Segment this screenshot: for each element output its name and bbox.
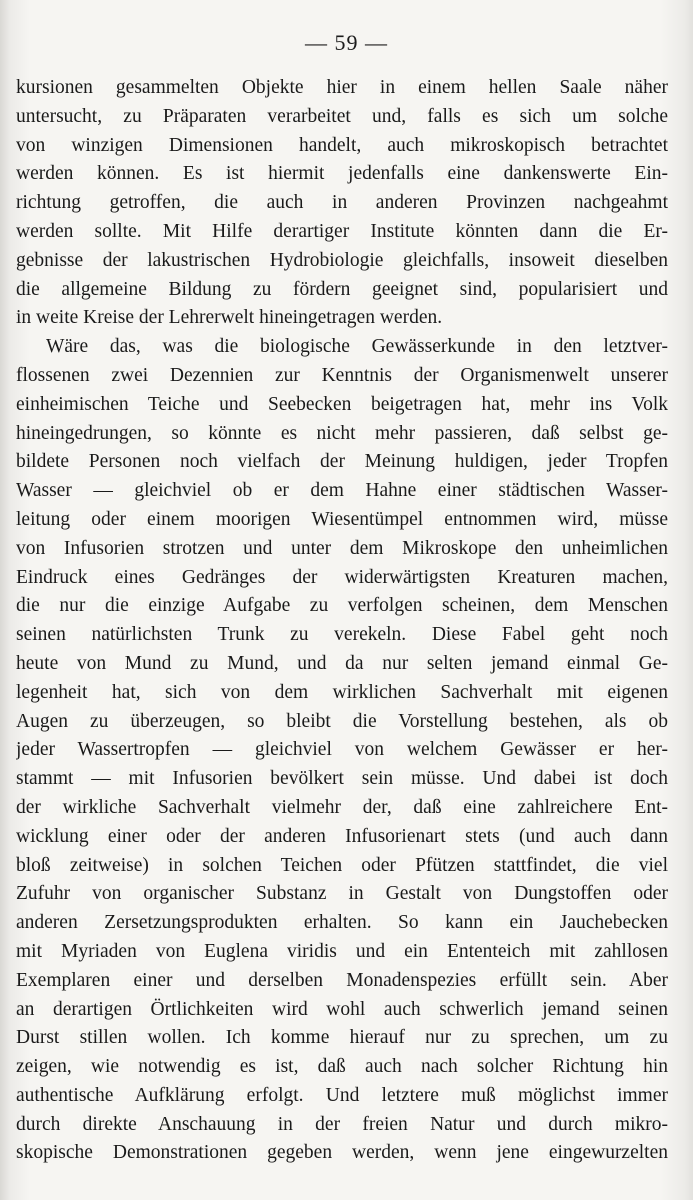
text-line: werden können. Es ist hiermit jedenfalls eine dankenswerte Ein-: [16, 163, 668, 185]
text-line: die nur die einzige Aufgabe zu verfolgen scheinen, dem Menschen: [16, 595, 668, 617]
text-line: von winzigen Dimensionen handelt, auch mikroskopisch betrachtet: [16, 134, 668, 156]
text-line: richtung getroffen, die auch in anderen Provinzen nachgeahmt: [16, 192, 668, 214]
text-line: skopische Demonstrationen gegeben werden, wenn jene eingewurzelten: [16, 1142, 668, 1164]
text-line: in weite Kreise der Lehrerwelt hineingetragen werden.: [16, 307, 443, 329]
text-line: jeder Wassertropfen — gleichviel von welchem Gewässer er her-: [16, 739, 668, 761]
text-line: an derartigen Örtlichkeiten wird wohl auch schwerlich jemand seinen: [16, 998, 668, 1020]
text-line: heute von Mund zu Mund, und da nur selten jemand einmal Ge-: [16, 652, 668, 674]
text-line: untersucht, zu Präparaten verarbeitet und, falls es sich um solche: [16, 105, 668, 127]
text-line: Zufuhr von organischer Substanz in Gestalt von Dungstoffen oder: [16, 883, 668, 905]
page-number: — 59 —: [305, 30, 388, 55]
text-line: legenheit hat, sich von dem wirklichen Sachverhalt mit eigenen: [16, 681, 668, 703]
text-line: die allgemeine Bildung zu fördern geeignet sind, popularisiert und: [16, 278, 668, 300]
paragraph: [16, 74, 668, 333]
text-line: mit Myriaden von Euglena viridis und ein Ententeich mit zahllosen: [16, 940, 668, 962]
text-line: einheimischen Teiche und Seebecken beigetragen hat, mehr ins Volk: [16, 393, 668, 415]
text-line: Durst stillen wollen. Ich komme hierauf nur zu sprechen, um zu: [16, 1027, 668, 1049]
text-line: Wäre das, was die biologische Gewässerkunde in den letztver-: [46, 336, 668, 358]
text-line: leitung oder einem moorigen Wiesentümpel entnommen wird, müsse: [16, 508, 668, 530]
text-line: seinen natürlichsten Trunk zu verekeln. Diese Fabel geht noch: [16, 624, 668, 646]
text-line: flossenen zwei Dezennien zur Kenntnis der Organismenwelt unserer: [16, 364, 668, 386]
text-line: gebnisse der lakustrischen Hydrobiologie gleichfalls, insoweit dieselben: [16, 249, 668, 271]
text-line: wicklung einer oder der anderen Infusorienart stets (und auch dann: [16, 825, 668, 847]
text-line: bildete Personen noch vielfach der Meinung huldigen, jeder Tropfen: [16, 451, 668, 473]
text-line: Exemplaren einer und derselben Monadenspezies erfüllt sein. Aber: [16, 969, 668, 991]
paragraph: [16, 333, 668, 1168]
text-line: von Infusorien strotzen und unter dem Mikroskope den unheimlichen: [16, 537, 668, 559]
text-line: bloß zeitweise) in solchen Teichen oder Pfützen stattfindet, die viel: [16, 854, 668, 876]
text-line: stammt — mit Infusorien bevölkert sein müsse. Und dabei ist doch: [16, 768, 668, 790]
text-line: Augen zu überzeugen, so bleibt die Vorstellung bestehen, als ob: [16, 710, 668, 732]
text-line: Wasser — gleichviel ob er dem Hahne einer städtischen Wasser-: [16, 480, 668, 502]
text-line: kursionen gesammelten Objekte hier in einem hellen Saale näher: [16, 77, 668, 98]
text-line: werden sollte. Mit Hilfe derartiger Institute könnten dann die Er-: [16, 220, 668, 242]
text-line: Eindruck eines Gedränges der widerwärtigsten Kreaturen machen,: [16, 566, 668, 588]
body-text: [16, 74, 668, 1168]
text-line: der wirkliche Sachverhalt vielmehr der, daß eine zahlreichere Ent-: [16, 796, 668, 818]
text-line: hineingedrungen, so könnte es nicht mehr passieren, daß selbst ge-: [16, 422, 668, 444]
text-line: authentische Aufklärung erfolgt. Und letztere muß möglichst immer: [16, 1084, 668, 1106]
text-line: zeigen, wie notwendig es ist, daß auch nach solcher Richtung hin: [16, 1056, 668, 1078]
text-line: durch direkte Anschauung in der freien Natur und durch mikro-: [16, 1113, 668, 1135]
text-line: anderen Zersetzungsprodukten erhalten. So kann ein Jauchebecken: [16, 912, 668, 934]
